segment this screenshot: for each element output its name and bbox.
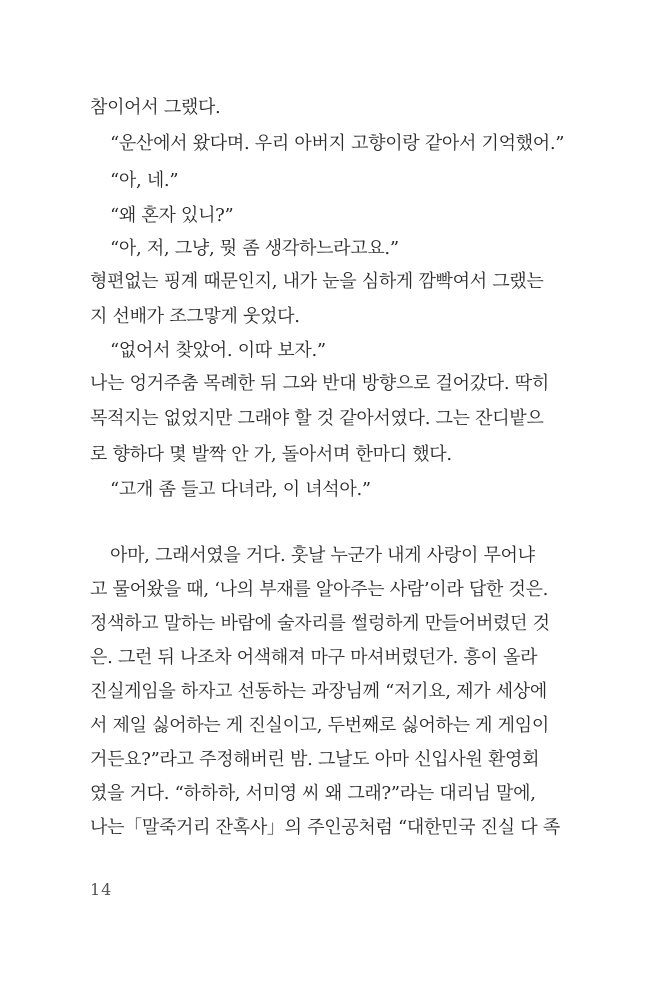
text-line: 목적지는 없었지만 그래야 할 것 같아서였다. 그는 잔디밭으	[90, 408, 544, 429]
text-line: 고 물어왔을 때, ‘나의 부재를 알아주는 사람’이라 답한 것은.	[90, 579, 549, 600]
text-line: 아마, 그래서였을 거다. 훗날 누군가 내게 사랑이 무어냐	[110, 545, 535, 566]
text-line: 참이어서 그랬다.	[90, 97, 221, 118]
text-line: 형편없는 핑계 때문인지, 내가 눈을 심하게 깜빡여서 그랬는	[90, 271, 544, 292]
text-line: 지 선배가 조그맣게 웃었다.	[90, 306, 300, 327]
text-line: “아, 저, 그냥, 뭣 좀 생각하느라고요.”	[110, 238, 399, 259]
page-number: 14	[90, 880, 113, 899]
text-line: 였을 거다. “하하하, 서미영 씨 왜 그래?”라는 대리님 말에,	[90, 783, 536, 804]
text-line: 나는 엉거주춤 목례한 뒤 그와 반대 방향으로 걸어갔다. 딱히	[90, 373, 549, 394]
text-line: 거든요?”라고 주정해버린 밤. 그날도 아마 신입사원 환영회	[90, 749, 540, 770]
text-line: 서 제일 싫어하는 게 진실이고, 두번째로 싫어하는 게 게임이	[90, 715, 549, 736]
text-line: “왜 혼자 있니?”	[110, 205, 234, 226]
text-line: “고개 좀 들고 다녀라, 이 녀석아.”	[110, 479, 371, 500]
text-line: 정색하고 말하는 바람에 술자리를 썰렁하게 만들어버렸던 것	[90, 613, 550, 634]
text-line: 진실게임을 하자고 선동하는 과장님께 “저기요, 제가 세상에	[90, 681, 547, 702]
text-line: “아, 네.”	[110, 170, 179, 191]
text-line: 로 향하다 몇 발짝 안 가, 돌아서며 한마디 했다.	[90, 444, 452, 465]
text-line: “운산에서 왔다며. 우리 아버지 고향이랑 같아서 기억했어.”	[110, 133, 565, 154]
text-line: “없어서 찾았어. 이따 보자.”	[110, 340, 326, 361]
text-line: 은. 그런 뒤 나조차 어색해져 마구 마셔버렸던가. 흥이 올라	[90, 647, 538, 668]
text-line: 나는「말죽거리 잔혹사」의 주인공처럼 “대한민국 진실 다 족	[90, 817, 560, 838]
